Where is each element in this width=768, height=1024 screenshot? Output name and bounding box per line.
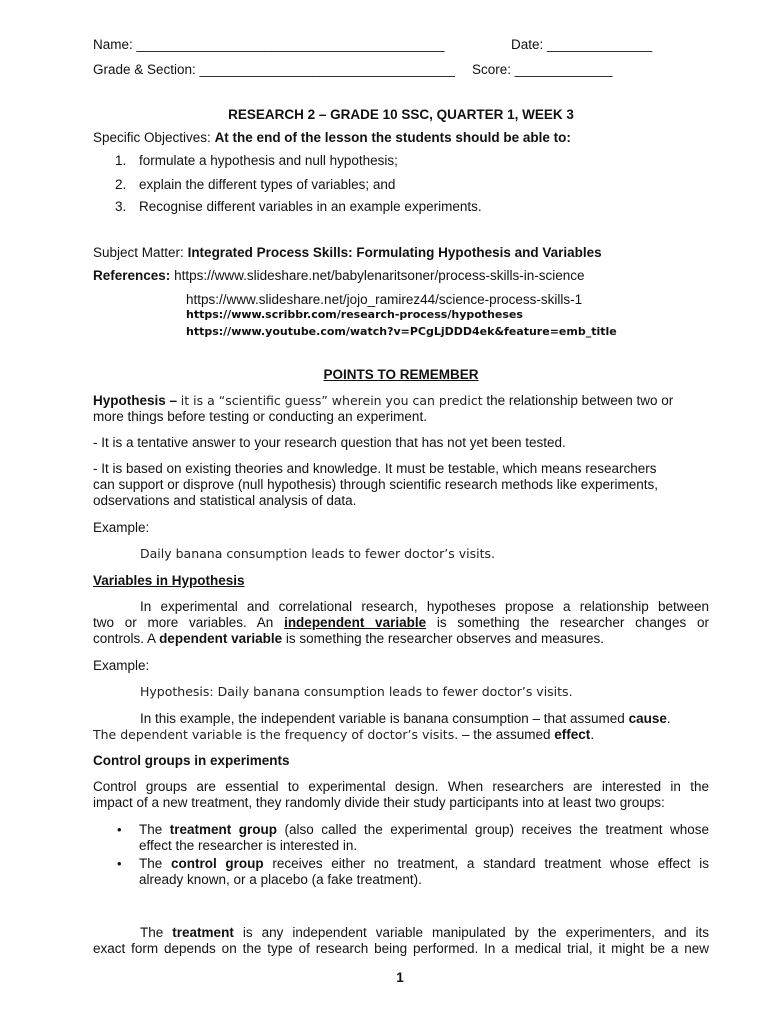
objectives-lead: At the end of the lesson the students should be able to: bbox=[214, 130, 571, 145]
paragraph: - It is a tentative answer to your research question that has not yet been tested. bbox=[93, 435, 566, 450]
subject-label: Subject Matter: bbox=[93, 245, 184, 260]
text-run: – the assumed bbox=[461, 727, 551, 742]
treatment-group-term: treatment group bbox=[169, 822, 277, 837]
text-run: The bbox=[139, 822, 163, 837]
paragraph: exact form depends on the type of research being performed. In a medical trial, it might be a new bbox=[93, 941, 709, 956]
document-title: RESEARCH 2 – GRADE 10 SSC, QUARTER 1, WEEK 3 bbox=[228, 107, 574, 122]
page-number: 1 bbox=[396, 970, 404, 985]
name-field-label: Name: _________________________________________ bbox=[93, 37, 445, 52]
text-run: The bbox=[140, 925, 164, 940]
bullet-icon: • bbox=[117, 822, 122, 837]
paragraph: impact of a new treatment, they randomly divide their study participants into at least two groups: bbox=[93, 795, 665, 810]
objective-number: 3. bbox=[115, 199, 127, 214]
list-item bbox=[139, 822, 709, 838]
paragraph: can support or disprove (null hypothesis) through scientific research methods like experiments, bbox=[93, 477, 659, 492]
example-label: Example: bbox=[93, 658, 150, 673]
score-field-label: Score: _____________ bbox=[472, 62, 613, 77]
effect-term: effect bbox=[554, 727, 591, 742]
text-run: is something the researcher changes or bbox=[436, 615, 709, 630]
subject-matter bbox=[93, 245, 602, 261]
paragraph: Control groups are essential to experimental design. When researchers are interested in the bbox=[93, 779, 709, 794]
objective-number: 1. bbox=[115, 153, 127, 168]
paragraph bbox=[140, 711, 671, 727]
bullet-icon: • bbox=[117, 856, 122, 871]
hypothesis-definition-line2: more things before testing or conducting an experiment. bbox=[93, 409, 427, 424]
example-text: Hypothesis: Daily banana consumption leads to fewer doctor’s visits. bbox=[140, 684, 573, 699]
paragraph bbox=[93, 631, 604, 647]
reference-link[interactable]: https://www.slideshare.net/jojo_ramirez44/science-process-skills-1 bbox=[186, 292, 583, 307]
hypothesis-def-rest: the relationship between two or bbox=[486, 393, 674, 408]
text-run: is any independent variable manipulated by the experimenters, and its bbox=[242, 925, 709, 940]
list-item-continued: already known, or a placebo (a fake treatment). bbox=[139, 872, 422, 887]
text-run: controls. A bbox=[93, 631, 156, 646]
objectives-intro bbox=[93, 130, 571, 146]
paragraph bbox=[93, 727, 594, 743]
subject-value: Integrated Process Skills: Formulating Hypothesis and Variables bbox=[187, 245, 602, 260]
example-text: Daily banana consumption leads to fewer doctor’s visits. bbox=[140, 546, 495, 561]
text-run: . bbox=[590, 727, 595, 742]
reference-link[interactable]: https://www.youtube.com/watch?v=PCgLjDDD4ek&feature=emb_title bbox=[186, 325, 617, 338]
text-run: In this example, the independent variable is banana consumption – that assumed bbox=[140, 711, 625, 726]
text-run: (also called the experimental group) receives the treatment whose bbox=[284, 822, 709, 837]
hypothesis-term: Hypothesis – bbox=[93, 393, 178, 408]
treatment-term: treatment bbox=[172, 925, 234, 940]
paragraph: odservations and statistical analysis of data. bbox=[93, 493, 357, 508]
objective-item: explain the different types of variables; and bbox=[139, 177, 396, 192]
section-heading: POINTS TO REMEMBER bbox=[323, 367, 479, 382]
text-run: two or more variables. An bbox=[93, 615, 274, 630]
references-label: References: bbox=[93, 268, 171, 283]
text-run: The bbox=[139, 856, 163, 871]
text-run: . bbox=[666, 711, 671, 726]
list-item-continued: effect the researcher is interested in. bbox=[139, 838, 358, 853]
list-item bbox=[139, 856, 709, 872]
text-run: receives either no treatment, a standard treatment whose effect is bbox=[272, 856, 709, 871]
paragraph: In experimental and correlational research, hypotheses propose a relationship between bbox=[140, 599, 709, 614]
grade-section-field-label: Grade & Section: __________________________________ bbox=[93, 62, 455, 77]
section-heading: Control groups in experiments bbox=[93, 753, 290, 768]
date-field-label: Date: ______________ bbox=[511, 37, 653, 52]
text-run: The dependent variable is the frequency of doctor’s visits. bbox=[93, 727, 459, 742]
paragraph bbox=[140, 925, 709, 941]
control-group-term: control group bbox=[170, 856, 264, 871]
reference-link[interactable]: https://www.scribbr.com/research-process/hypotheses bbox=[186, 308, 523, 321]
objective-item: Recognise different variables in an example experiments. bbox=[139, 199, 482, 214]
section-heading: Variables in Hypothesis bbox=[93, 573, 245, 588]
example-label: Example: bbox=[93, 520, 150, 535]
hypothesis-definition bbox=[93, 393, 673, 409]
objective-number: 2. bbox=[115, 177, 127, 192]
paragraph bbox=[93, 615, 709, 631]
hypothesis-def-light: it is a “scientific guess” wherein you can predict bbox=[180, 393, 483, 408]
dependent-variable-term: dependent variable bbox=[159, 631, 283, 646]
objectives-label: Specific Objectives: bbox=[93, 130, 211, 145]
text-run: is something the researcher observes and measures. bbox=[285, 631, 605, 646]
reference-link[interactable]: https://www.slideshare.net/babylenaritsoner/process-skills-in-science bbox=[174, 268, 585, 283]
references-line bbox=[93, 268, 585, 284]
paragraph: - It is based on existing theories and knowledge. It must be testable, which means researchers bbox=[93, 461, 657, 476]
cause-term: cause bbox=[628, 711, 667, 726]
independent-variable-term: independent variable bbox=[284, 615, 427, 630]
objective-item: formulate a hypothesis and null hypothesis; bbox=[139, 153, 398, 168]
